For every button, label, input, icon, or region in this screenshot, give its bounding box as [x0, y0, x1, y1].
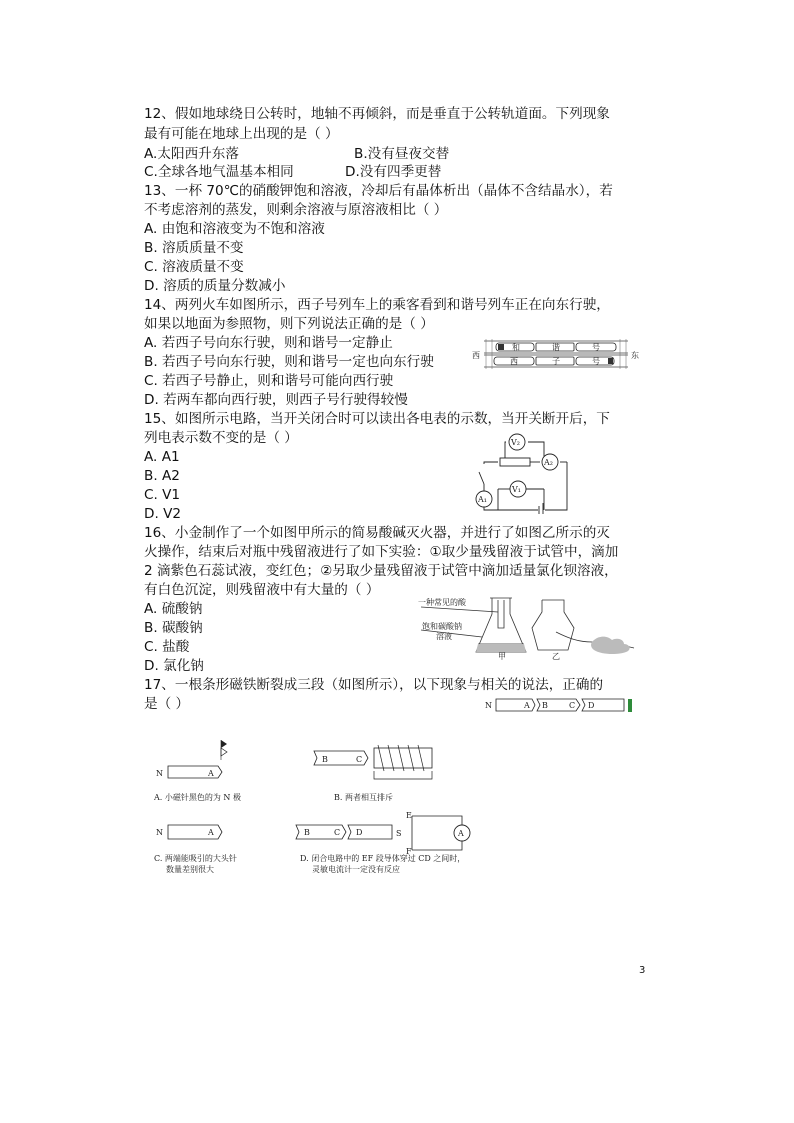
- q14-east-label: 东: [631, 351, 639, 360]
- q17-stem-line1: 17、一根条形磁铁断裂成三段（如图所示），以下现象与相关的说法，正确的: [144, 677, 604, 693]
- q14-train1-char1: 和: [512, 343, 520, 352]
- q16-extinguisher-figure: [418, 592, 638, 660]
- q14-train1-char3: 号: [592, 343, 600, 352]
- q17-broken-magnet-figure: [482, 696, 638, 714]
- q17-caption-d-line1: D. 闭合电路中的 EF 段导体穿过 CD 之间时，: [300, 854, 466, 863]
- q15-option-a: A. A1: [144, 449, 180, 465]
- q13-option-a: A. 由饱和溶液变为不饱和溶液: [144, 221, 325, 237]
- q12-option-d: D.没有四季更替: [345, 164, 442, 180]
- q14-train2-char2: 子: [552, 357, 560, 366]
- q17-fig-d-d: D: [356, 828, 363, 837]
- compass-needle-icon: [221, 740, 227, 760]
- q15-a1-label: A₁: [478, 495, 487, 504]
- q14-train1-char2: 谐: [552, 343, 560, 352]
- q15-stem-line1: 15、如图所示电路，当开关闭合时可以读出各电表的示数，当开关断开后，下: [144, 411, 610, 427]
- q17-caption-a: A. 小磁针黑色的为 N 极: [154, 793, 241, 802]
- q17-fig-d-c: C: [334, 828, 341, 837]
- q17-caption-b: B. 两者相互排斥: [334, 793, 393, 802]
- q17-top-b: B: [542, 701, 548, 710]
- q17-fig-a-a: A: [208, 769, 214, 778]
- q15-option-d: D. V2: [144, 506, 182, 522]
- q17-fig-c-a: A: [208, 828, 214, 837]
- q16-option-d: D. 氯化钠: [144, 658, 204, 674]
- q15-circuit-diagram: [470, 432, 580, 514]
- q17-figure-a: [154, 738, 234, 788]
- q14-train2-char3: 号: [592, 357, 600, 366]
- q12-stem-line2: 最有可能在地球上出现的是（ ）: [144, 126, 339, 142]
- q12-option-c: C.全球各地气温基本相同: [144, 164, 294, 180]
- q12-stem-line1: 12、假如地球绕日公转时，地轴不再倾斜，而是垂直于公转轨道面。下列现象: [144, 106, 610, 122]
- q14-train2-char1: 西: [510, 357, 518, 366]
- q16-yi-label: 乙: [552, 652, 560, 660]
- q17-figure-d: [292, 812, 482, 854]
- q17-caption-c-line1: C. 两端能吸引的大头针: [154, 854, 237, 863]
- q12-option-b: B.没有昼夜交替: [354, 146, 450, 162]
- q17-top-d: D: [588, 701, 595, 710]
- q17-fig-d-galvanometer: A: [458, 829, 464, 838]
- q17-caption-d-line2: 灵敏电流计一定没有反应: [312, 865, 400, 874]
- q17-top-a: A: [524, 701, 530, 710]
- q15-v2-label: V₂: [511, 438, 520, 447]
- page-number: 3: [639, 965, 646, 976]
- q14-option-d: D. 若两车都向西行驶，则西子号行驶得较慢: [144, 392, 408, 408]
- q14-option-b: B. 若西子号向东行驶，则和谐号一定也向东行驶: [144, 354, 434, 370]
- q17-fig-d-f: F: [406, 847, 412, 854]
- q16-stem-line2: 火操作，结束后对瓶中残留液进行了如下实验：①取少量残留液于试管中，滴加: [144, 544, 619, 560]
- q14-option-c: C. 若西子号静止，则和谐号可能向西行驶: [144, 373, 394, 389]
- q14-option-a: A. 若西子号向东行驶，则和谐号一定静止: [144, 335, 393, 351]
- q17-top-n: N: [485, 701, 492, 710]
- q16-option-c: C. 盐酸: [144, 639, 190, 655]
- q13-stem-line1: 13、一杯 70℃的硝酸钾饱和溶液，冷却后有晶体析出（晶体不含结晶水），若: [144, 183, 613, 199]
- q16-stem-line3: 2 滴紫色石蕊试液，变红色；②另取少量残留液于试管中滴加适量氯化钡溶液，: [144, 563, 618, 579]
- q14-stem-line1: 14、两列火车如图所示，西子号列车上的乘客看到和谐号列车正在向东行驶，: [144, 297, 610, 313]
- q17-stem-line2: 是（ ）: [144, 696, 190, 712]
- q16-solution-label2: 溶液: [436, 632, 452, 641]
- q17-fig-a-n: N: [156, 769, 163, 778]
- q17-fig-d-e: E: [406, 812, 412, 820]
- q15-v1-label: V₁: [512, 485, 521, 494]
- q16-solution-label1: 饱和碳酸钠: [422, 622, 462, 631]
- q13-stem-line2: 不考虑溶剂的蒸发，则剩余溶液与原溶液相比（ ）: [144, 202, 448, 218]
- q15-option-c: C. V1: [144, 487, 181, 503]
- q17-fig-b-c: C: [356, 755, 363, 764]
- q13-option-c: C. 溶液质量不变: [144, 259, 244, 275]
- q13-option-d: D. 溶质的质量分数减小: [144, 278, 286, 294]
- q16-stem-line4: 有白色沉淀，则残留液中有大量的（ ）: [144, 582, 380, 598]
- q14-train-figure: [470, 334, 640, 374]
- q16-acid-label: 一种常见的酸: [418, 598, 466, 607]
- q17-caption-c-line2: 数量差别很大: [166, 865, 214, 874]
- q17-figure-c: [154, 822, 234, 842]
- q14-stem-line2: 如果以地面为参照物，则下列说法正确的是（ ）: [144, 316, 434, 332]
- q17-figure-b: [308, 743, 438, 785]
- q16-stem-line1: 16、小金制作了一个如图甲所示的简易酸碱灭火器，并进行了如图乙所示的灭: [144, 525, 610, 541]
- q15-resistor: [500, 458, 530, 466]
- q13-option-b: B. 溶质质量不变: [144, 240, 244, 256]
- q14-west-label: 西: [472, 351, 480, 360]
- q15-stem-line2: 列电表示数不变的是（ ）: [144, 430, 298, 446]
- q15-a2-label: A₂: [544, 458, 553, 467]
- q16-option-a: A. 硫酸钠: [144, 601, 203, 617]
- q16-jia-label: 甲: [498, 652, 506, 660]
- q16-option-b: B. 碳酸钠: [144, 620, 203, 636]
- q17-fig-c-n: N: [156, 828, 163, 837]
- q17-fig-d-s: S: [396, 829, 402, 838]
- q15-option-b: B. A2: [144, 468, 180, 484]
- q17-fig-d-b: B: [304, 828, 310, 837]
- q12-option-a: A.太阳西升东落: [144, 146, 239, 162]
- q17-top-c: C: [569, 701, 576, 710]
- q17-fig-b-b: B: [322, 755, 328, 764]
